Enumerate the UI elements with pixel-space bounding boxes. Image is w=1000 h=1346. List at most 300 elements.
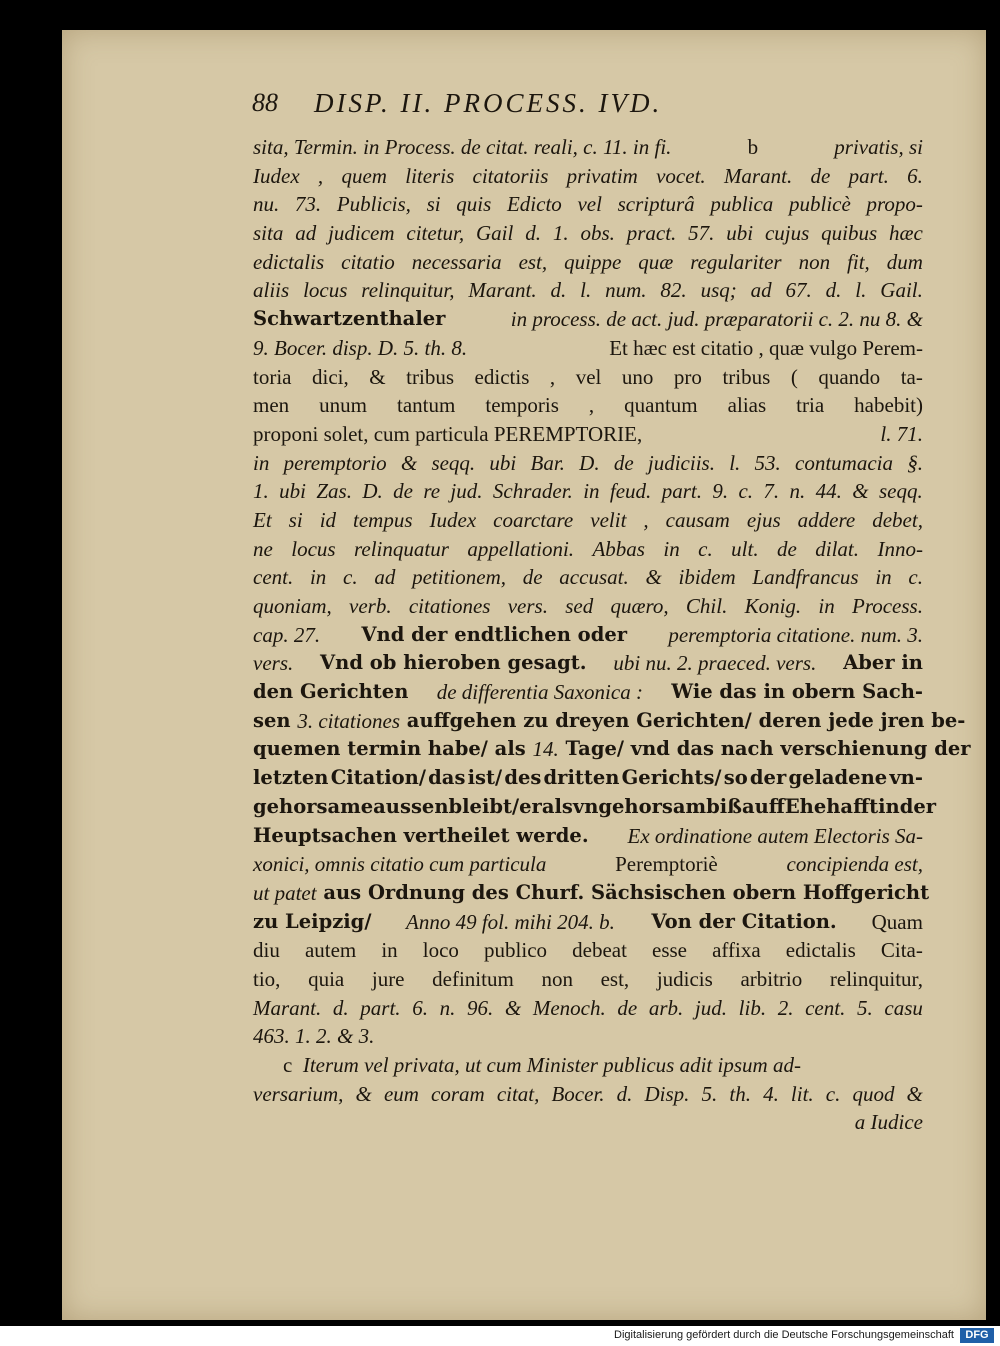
text-segment: Peremptoriè bbox=[609, 852, 724, 877]
word: ta- bbox=[900, 364, 923, 389]
word: 2. bbox=[777, 995, 794, 1020]
text-segment: in process. de act. jud. præparatorii c. 2. nu 8. & bbox=[505, 307, 923, 332]
word: in bbox=[663, 536, 680, 561]
word: temporis bbox=[485, 393, 559, 418]
word: regulariter bbox=[690, 249, 782, 274]
word: part. bbox=[848, 163, 889, 188]
word: est, bbox=[518, 249, 548, 274]
word: dici, bbox=[312, 364, 349, 389]
word: das bbox=[428, 766, 466, 790]
text-segment: proponi solet, cum particula PEREMPTORIE, bbox=[253, 421, 643, 446]
word: , bbox=[643, 507, 649, 532]
text-line bbox=[253, 822, 923, 851]
word: judicis bbox=[656, 966, 713, 991]
word: Marant. bbox=[468, 278, 537, 303]
word: obs. bbox=[580, 221, 615, 246]
body-text bbox=[253, 133, 971, 1137]
word: definitum bbox=[432, 966, 514, 991]
word: non bbox=[798, 249, 831, 274]
word: l. bbox=[580, 278, 592, 303]
word: in bbox=[309, 565, 327, 590]
text-segment: xonici, omnis citatio cum particula bbox=[253, 852, 547, 877]
word: autem bbox=[304, 938, 357, 963]
word: peremptorio bbox=[283, 450, 387, 475]
text-line bbox=[253, 563, 923, 592]
text-line bbox=[253, 276, 923, 305]
word: 7. bbox=[763, 479, 780, 504]
word: in bbox=[253, 450, 270, 475]
word: ibidem bbox=[678, 565, 736, 590]
text-line bbox=[253, 506, 923, 535]
word: 6. bbox=[907, 163, 923, 188]
word: & bbox=[355, 1081, 372, 1106]
text-line bbox=[253, 190, 923, 219]
text-segment: Iterum vel privata, ut cum Minister publicus adit ipsum ad- bbox=[302, 1053, 801, 1077]
word: d. bbox=[525, 221, 541, 246]
text-line bbox=[253, 764, 923, 793]
word: de bbox=[777, 536, 797, 561]
word: d. bbox=[550, 278, 567, 303]
word: letzten bbox=[253, 766, 329, 790]
text-line bbox=[253, 391, 923, 420]
word: usq; bbox=[700, 278, 737, 303]
word: quia bbox=[308, 966, 345, 991]
word: auff bbox=[741, 794, 785, 818]
text-segment: 14. bbox=[532, 737, 559, 762]
text-line bbox=[253, 879, 930, 908]
word: habebit) bbox=[854, 393, 923, 418]
text-segment: quemen termin habe/ als bbox=[253, 737, 533, 761]
text-line bbox=[253, 793, 937, 822]
word: num. bbox=[605, 278, 647, 303]
word: 67. bbox=[785, 278, 812, 303]
word: th. bbox=[729, 1081, 751, 1106]
word: n. bbox=[439, 995, 456, 1020]
word: 44. bbox=[815, 479, 842, 504]
word: vers. bbox=[507, 594, 548, 618]
word: citationes bbox=[408, 594, 491, 618]
dfg-logo: DFG bbox=[960, 1328, 994, 1343]
text-line bbox=[253, 449, 923, 478]
word: n. bbox=[789, 479, 806, 504]
word: in bbox=[875, 565, 892, 590]
word: §. bbox=[907, 450, 923, 475]
word: de bbox=[522, 565, 543, 590]
word: appellationi. bbox=[467, 536, 575, 561]
word: & bbox=[852, 479, 869, 504]
word: relinquitur, bbox=[361, 278, 455, 303]
text-segment: Tage/ vnd das nach verschienung der bbox=[558, 737, 971, 761]
text-segment: sen bbox=[253, 708, 298, 732]
text-segment: l. 71. bbox=[875, 421, 923, 446]
word: Ehehafft bbox=[784, 794, 879, 818]
word: petitionem, bbox=[412, 565, 506, 590]
text-segment: Schwartzenthaler bbox=[253, 307, 446, 331]
word: c. bbox=[698, 536, 713, 561]
text-line bbox=[253, 477, 923, 506]
word: quantum bbox=[624, 393, 698, 418]
word: der bbox=[899, 794, 937, 818]
word: Publicis, bbox=[336, 192, 411, 217]
word: seqq. bbox=[879, 479, 923, 504]
word: er bbox=[519, 794, 542, 818]
text-segment: de differentia Saxonica : bbox=[436, 680, 643, 705]
word: debet, bbox=[872, 507, 923, 532]
text-line bbox=[253, 621, 923, 650]
word: quando bbox=[818, 364, 881, 389]
text-segment: Et hæc est citatio , quæ vulgo Perem- bbox=[603, 335, 923, 360]
text-segment: Anno 49 fol. mihi 204. b. bbox=[401, 909, 615, 934]
text-line bbox=[253, 535, 923, 564]
word: eum bbox=[383, 1081, 419, 1106]
word: pract. bbox=[626, 221, 677, 246]
word: in bbox=[381, 938, 398, 963]
word: Iudex bbox=[429, 507, 477, 532]
text-segment: c bbox=[283, 1053, 303, 1077]
word: quibus bbox=[821, 221, 878, 246]
word: 1. bbox=[552, 221, 569, 246]
word: part. bbox=[661, 479, 702, 504]
word: 6. bbox=[412, 995, 428, 1020]
word: contumacia bbox=[795, 450, 894, 475]
word: edictalis bbox=[785, 938, 856, 963]
word: scripturâ bbox=[617, 192, 695, 217]
text-line bbox=[253, 994, 923, 1023]
word: Iudex bbox=[253, 163, 300, 188]
word: edictis bbox=[474, 364, 530, 389]
word: velit bbox=[590, 507, 627, 532]
word: vel bbox=[577, 192, 602, 217]
word: ubi bbox=[489, 450, 517, 475]
word: fit, bbox=[847, 249, 870, 274]
word: , bbox=[588, 393, 595, 418]
word: est, bbox=[600, 966, 630, 991]
word: 1. bbox=[253, 479, 269, 504]
word: & bbox=[504, 995, 522, 1020]
word: esse bbox=[652, 938, 688, 963]
word: toria bbox=[253, 364, 292, 389]
word: de bbox=[810, 163, 831, 188]
word: pro bbox=[673, 364, 702, 389]
word: causam bbox=[665, 507, 730, 532]
word: addere bbox=[797, 507, 856, 532]
word: versarium, bbox=[253, 1081, 344, 1106]
text-line bbox=[253, 363, 923, 392]
word: Marant. bbox=[253, 995, 322, 1020]
word: lib. bbox=[738, 995, 767, 1020]
word: de bbox=[617, 995, 638, 1020]
text-line bbox=[253, 1022, 923, 1051]
word: propo- bbox=[866, 192, 923, 217]
word: edictalis bbox=[253, 249, 325, 274]
word: Et bbox=[253, 507, 272, 532]
text-segment: Aber in bbox=[836, 651, 923, 675]
word: in bbox=[583, 479, 600, 504]
word: sita bbox=[253, 221, 284, 246]
word: cent. bbox=[253, 565, 294, 590]
page-header bbox=[252, 88, 812, 128]
word: aliis bbox=[253, 278, 290, 303]
word: d. bbox=[825, 278, 842, 303]
word: locus bbox=[303, 278, 348, 303]
word: quoniam, bbox=[253, 594, 332, 618]
word: tantum bbox=[397, 393, 456, 418]
word: 96. bbox=[466, 995, 494, 1020]
word: Landfrancus bbox=[752, 565, 859, 590]
word: necessaria bbox=[411, 249, 502, 274]
word: citatio bbox=[341, 249, 395, 274]
word: si bbox=[426, 192, 441, 217]
word: , bbox=[549, 364, 556, 389]
word: tempus bbox=[353, 507, 413, 532]
word: jud. bbox=[694, 995, 728, 1020]
word: D. bbox=[362, 479, 383, 504]
word: affixa bbox=[712, 938, 761, 963]
text-line bbox=[253, 592, 923, 621]
word: si bbox=[288, 507, 303, 532]
word: jud. bbox=[450, 479, 483, 504]
word: c. bbox=[908, 565, 923, 590]
text-segment: 3. citationes bbox=[297, 708, 401, 733]
text-segment: Vnd der endtlichen oder bbox=[354, 622, 634, 646]
word: D. bbox=[579, 450, 600, 475]
footer-credit: Digitalisierung gefördert durch die Deutsche Forschungsgemeinschaft bbox=[614, 1329, 954, 1341]
word: dritten bbox=[543, 766, 620, 790]
text-segment: Vnd ob hieroben gesagt. bbox=[313, 651, 594, 675]
word: Gail. bbox=[880, 278, 923, 303]
word: de bbox=[613, 450, 634, 475]
word: dum bbox=[886, 249, 923, 274]
word: ubi bbox=[279, 479, 306, 504]
word: 5. bbox=[856, 995, 873, 1020]
word: Abbas bbox=[592, 536, 645, 561]
word: citetur, bbox=[406, 221, 465, 246]
word: alias bbox=[727, 393, 767, 418]
word: ejus bbox=[746, 507, 781, 532]
word: der bbox=[749, 766, 787, 790]
word: publico bbox=[484, 938, 548, 963]
word: vel bbox=[575, 364, 602, 389]
text-line bbox=[253, 965, 923, 994]
word: nu. bbox=[253, 192, 280, 217]
word: 57. bbox=[688, 221, 715, 246]
word: diu bbox=[253, 938, 280, 963]
word: in bbox=[818, 594, 835, 618]
word: re bbox=[423, 479, 441, 504]
word: Process. bbox=[852, 594, 923, 618]
word: 5. bbox=[701, 1081, 718, 1106]
text-segment: Quam bbox=[866, 909, 923, 934]
word: tribus bbox=[406, 364, 455, 389]
text-segment: Wie das in obern Sach- bbox=[664, 680, 923, 704]
word: ult. bbox=[731, 536, 759, 561]
word: casu bbox=[884, 995, 923, 1020]
word: cent. bbox=[805, 995, 846, 1020]
text-segment: privatis, si bbox=[834, 135, 923, 159]
word: Bocer. bbox=[551, 1081, 605, 1106]
word: Inno- bbox=[877, 536, 923, 561]
word: quippe bbox=[564, 249, 622, 274]
text-segment: sita, Termin. in Process. de citat. reali, c. 11. in fi. bbox=[253, 135, 672, 159]
word: , bbox=[317, 163, 324, 188]
word: Menoch. bbox=[532, 995, 606, 1020]
text-line bbox=[253, 133, 923, 162]
text-line bbox=[253, 162, 923, 191]
word: dilat. bbox=[815, 536, 860, 561]
word: Disp. bbox=[644, 1081, 690, 1106]
word: verb. bbox=[349, 594, 392, 618]
text-line bbox=[253, 908, 923, 937]
word: seqq. bbox=[431, 450, 476, 475]
word: Konig. bbox=[744, 594, 802, 618]
word: in bbox=[878, 794, 900, 818]
word: uno bbox=[621, 364, 654, 389]
word: lit. bbox=[790, 1081, 814, 1106]
word: relinquatur bbox=[354, 536, 449, 561]
word: & bbox=[645, 565, 662, 590]
word: locus bbox=[291, 536, 336, 561]
word: quæ bbox=[638, 249, 674, 274]
word: c. bbox=[738, 479, 754, 504]
word: 73. bbox=[294, 192, 322, 217]
text-segment: ut patet bbox=[253, 880, 317, 905]
text-line bbox=[253, 334, 923, 363]
word: tribus bbox=[722, 364, 771, 389]
word: d. bbox=[332, 995, 349, 1020]
word: judicem bbox=[328, 221, 395, 246]
word: Cita- bbox=[880, 938, 923, 963]
word: vngehorsam bbox=[572, 794, 707, 818]
word: part. bbox=[360, 995, 401, 1020]
word: privatim bbox=[566, 163, 638, 188]
word: & bbox=[400, 450, 418, 475]
text-line bbox=[253, 1108, 923, 1137]
word: arbitrio bbox=[740, 966, 803, 991]
word: de bbox=[393, 479, 413, 504]
word: Zas. bbox=[316, 479, 352, 504]
word: ubi bbox=[726, 221, 754, 246]
word: 53. bbox=[754, 450, 781, 475]
word: relinquitur, bbox=[829, 966, 923, 991]
word: Marant. bbox=[723, 163, 793, 188]
text-segment: Heuptsachen vertheilet werde. bbox=[253, 823, 589, 847]
word: l. bbox=[729, 450, 741, 475]
text-segment: b bbox=[747, 135, 759, 159]
word: ne bbox=[253, 536, 273, 561]
word: 4. bbox=[763, 1081, 779, 1106]
text-segment: peremptoria citatione. num. 3. bbox=[668, 622, 923, 647]
word: unum bbox=[319, 393, 368, 418]
word: geladene bbox=[788, 766, 888, 790]
word: & bbox=[369, 364, 386, 389]
text-line bbox=[253, 305, 923, 334]
word: vn- bbox=[889, 766, 923, 790]
word: cujus bbox=[764, 221, 810, 246]
word: jure bbox=[371, 966, 405, 991]
word: citatoriis bbox=[472, 163, 549, 188]
word: als bbox=[541, 794, 573, 818]
word: hæc bbox=[889, 221, 923, 246]
word: tria bbox=[796, 393, 825, 418]
text-line bbox=[253, 735, 971, 764]
word: ist/ bbox=[467, 766, 503, 790]
word: loco bbox=[422, 938, 459, 963]
word: vocet. bbox=[656, 163, 706, 188]
word: so bbox=[723, 766, 748, 790]
word: id bbox=[319, 507, 337, 532]
text-segment: concipienda est, bbox=[786, 852, 923, 877]
text-line bbox=[253, 850, 923, 879]
word: c. bbox=[825, 1081, 841, 1106]
text-line bbox=[253, 707, 966, 736]
text-segment: Ex ordinatione autem Electoris Sa- bbox=[622, 823, 923, 848]
text-line bbox=[253, 219, 923, 248]
word: c. bbox=[343, 565, 358, 590]
word: citat, bbox=[496, 1081, 540, 1106]
word: literis bbox=[405, 163, 455, 188]
word: Schrader. bbox=[492, 479, 573, 504]
word: men bbox=[253, 393, 290, 418]
text-segment: cap. 27. bbox=[253, 622, 321, 647]
word: ( bbox=[790, 364, 798, 389]
word: feud. bbox=[609, 479, 652, 504]
word: 9. bbox=[712, 479, 729, 504]
text-line bbox=[253, 1051, 923, 1080]
word: arb. bbox=[648, 995, 684, 1020]
text-segment: 463. 1. 2. & 3. bbox=[253, 1024, 375, 1049]
word: Edicto bbox=[506, 192, 562, 217]
word: 82. bbox=[660, 278, 687, 303]
word: quis bbox=[456, 192, 492, 217]
word: debeat bbox=[572, 938, 627, 963]
word: l. bbox=[855, 278, 867, 303]
word: Bar. bbox=[530, 450, 565, 475]
text-segment: aus Ordnung des Churf. Sächsischen obern Hoffgericht bbox=[316, 880, 930, 904]
word: publica bbox=[710, 192, 774, 217]
word: quem bbox=[341, 163, 387, 188]
word: ad bbox=[750, 278, 772, 303]
word: Citation/ bbox=[330, 766, 426, 790]
word: tio, bbox=[253, 966, 281, 991]
word: gehorsame bbox=[253, 794, 374, 818]
word: des bbox=[504, 766, 542, 790]
word: ad bbox=[295, 221, 317, 246]
text-segment: vers. bbox=[253, 651, 294, 676]
word: non bbox=[541, 966, 573, 991]
word: accusat. bbox=[559, 565, 629, 590]
page-number: 88 bbox=[252, 88, 278, 117]
text-line bbox=[253, 936, 923, 965]
word: biß bbox=[706, 794, 742, 818]
text-segment: den Gerichten bbox=[253, 680, 416, 704]
word: quod bbox=[852, 1081, 895, 1106]
text-line bbox=[253, 678, 923, 707]
word: judiciis. bbox=[647, 450, 715, 475]
word: coarctare bbox=[493, 507, 574, 532]
word: Gail bbox=[476, 221, 514, 246]
text-segment: ubi nu. 2. praeced. vers. bbox=[613, 651, 817, 676]
text-segment: auffgehen zu dreyen Gerichten/ deren jede jren be- bbox=[400, 708, 966, 732]
text-line bbox=[253, 1080, 923, 1109]
text-segment: Von der Citation. bbox=[644, 909, 837, 933]
text-segment: 9. Bocer. disp. D. 5. th. 8. bbox=[253, 335, 468, 360]
footer-bar bbox=[0, 1326, 1000, 1346]
word: ad bbox=[374, 565, 396, 590]
word: & bbox=[906, 1081, 923, 1106]
word: Chil. bbox=[685, 594, 728, 618]
word: aussenbleibt/ bbox=[373, 794, 520, 818]
word: Gerichts/ bbox=[621, 766, 722, 790]
